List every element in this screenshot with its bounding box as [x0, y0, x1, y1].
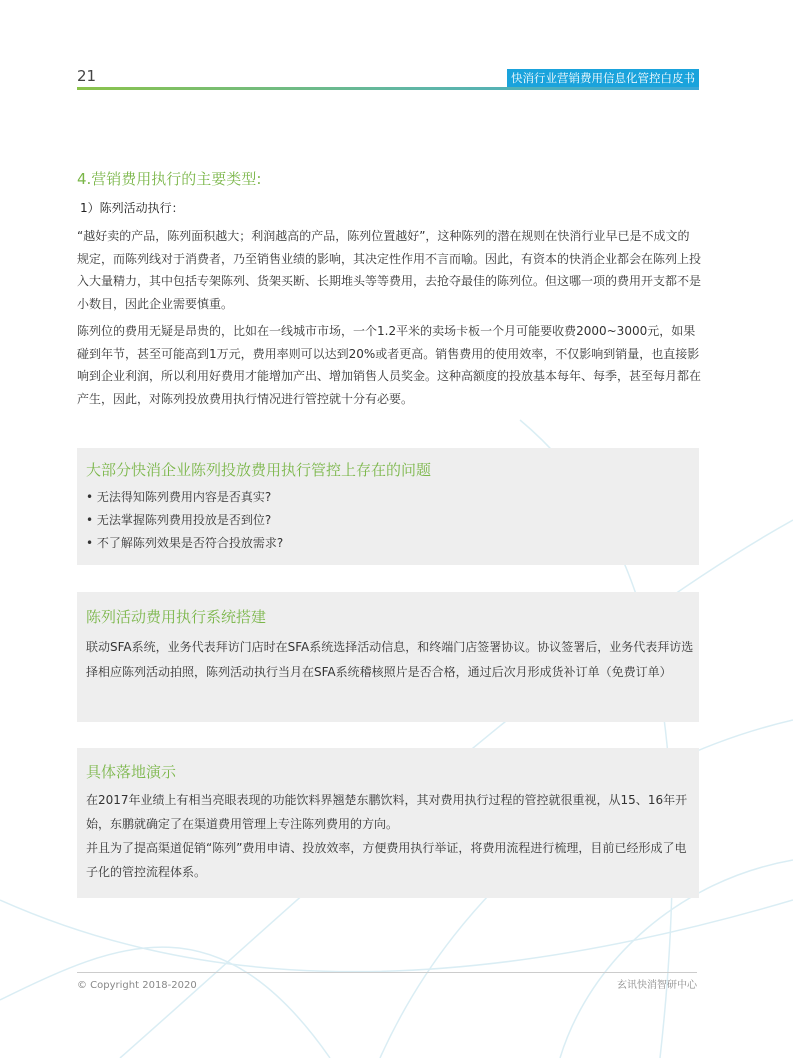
page-header: [77, 66, 699, 90]
list-item: • 不了解陈列效果是否符合投放需求?: [86, 536, 284, 550]
footer-copyright: © Copyright 2018-2020: [77, 980, 197, 991]
footer-org: 玄讯快消智研中心: [617, 980, 697, 991]
demo-box: [77, 748, 699, 898]
list-item: • 无法掌握陈列费用投放是否到位?: [86, 513, 272, 527]
system-box: [77, 592, 699, 722]
sub-heading: 1）陈列活动执行：: [80, 201, 184, 215]
page-number: 21: [77, 67, 97, 85]
footer-divider: [77, 972, 697, 973]
system-box-text: 联动SFA系统，业务代表拜访门店时在SFA系统选择活动信息，和终端门店签署协议。协议签署后，业务代表拜访选择相应陈列活动拍照，陈列活动执行当月在SFA系统稽核照片是否合格，通过后次月形成货补订单（免费订单）: [86, 640, 694, 679]
problems-box-title: 大部分快消企业陈列投放费用执行管控上存在的问题: [86, 461, 432, 479]
body-paragraph: “越好卖的产品，陈列面积越大；利润越高的产品，陈列位置越好”，这种陈列的潜在规则在快消行业早已是不成文的规定，而陈列线对于消费者，乃至销售业绩的影响，其决定性作用不言而喻。因此，有资本的快消企业都会在陈列上投入大量精力，其中包括专架陈列、货架买断、长期堆头等等费用，去抢夺最佳的陈列位。但这哪一项的费用开支都不是小数目，因此企业需要慎重。: [77, 229, 702, 311]
problems-box: [77, 448, 699, 565]
demo-box-title: 具体落地演示: [86, 763, 177, 781]
demo-box-text: 并且为了提高渠道促销“陈列”费用申请、投放效率，方便费用执行举证，将费用流程进行梳理，目前已经形成了电子化的管控流程体系。: [86, 841, 687, 879]
page-footer: [77, 972, 697, 996]
problems-list: [86, 486, 283, 555]
header-divider: [77, 87, 699, 90]
body-paragraph: 陈列位的费用无疑是昂贵的，比如在一线城市市场，一个1.2平米的卖场卡板一个月可能要收费2000~3000元，如果碰到年节，甚至可能高到1万元，费用率则可以达到20%或者更高。销售费用的使用效率，不仅影响到销量，也直接影响到企业利润，所以利用好费用才能增加产出、增加销售人员奖金。这种高额度的投放基本每年、每季，甚至每月都在产生，因此，对陈列投放费用执行情况进行管控就十分有必要。: [77, 324, 702, 406]
section-heading: 4.营销费用执行的主要类型:: [77, 170, 262, 188]
list-item: • 无法得知陈列费用内容是否真实?: [86, 490, 272, 504]
system-box-title: 陈列活动费用执行系统搭建: [86, 608, 267, 626]
header-title: 快消行业营销费用信息化管控白皮书: [507, 69, 699, 87]
demo-box-text: 在2017年业绩上有相当亮眼表现的功能饮料界翘楚东鹏饮料，其对费用执行过程的管控就很重视，从15、16年开始，东鹏就确定了在渠道费用管理上专注陈列费用的方向。: [86, 793, 688, 831]
